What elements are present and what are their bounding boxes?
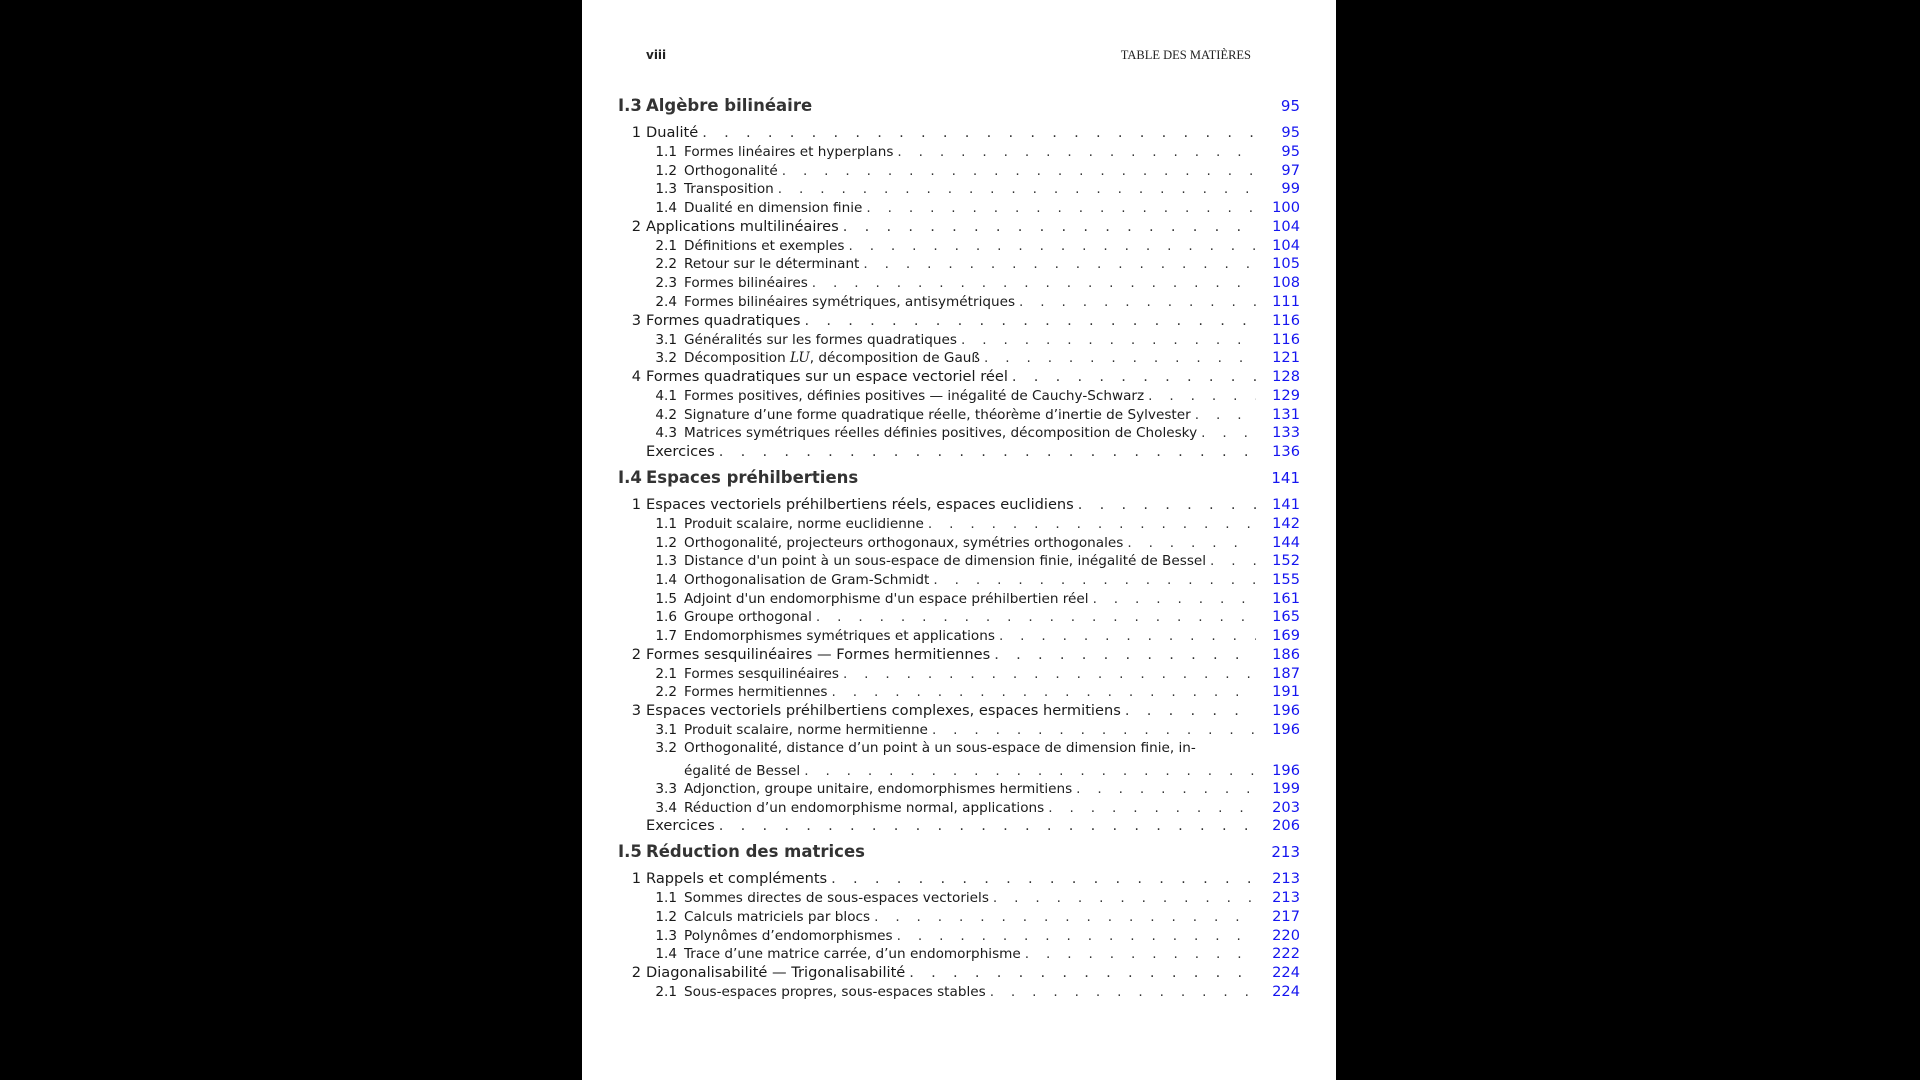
toc-subsection-entry[interactable]	[618, 683, 1300, 702]
toc-page-link[interactable]: 121	[1272, 349, 1300, 367]
dot-leader	[804, 763, 1256, 779]
dot-leader	[928, 516, 1256, 532]
toc-subsection-entry[interactable]	[618, 534, 1300, 553]
toc-entry-title[interactable]: Formes quadratiques	[646, 311, 801, 329]
toc-page-link[interactable]: 95	[1280, 97, 1300, 115]
toc-entry-title[interactable]: Adjoint d'un endomorphisme d'un espace préhilbertien réel	[684, 590, 1089, 607]
dot-leader	[812, 275, 1256, 291]
toc-entry-title[interactable]: égalité de Bessel	[684, 762, 801, 779]
toc-entry-title[interactable]: Produit scalaire, norme hermitienne	[684, 722, 928, 739]
toc-section-entry[interactable]	[618, 496, 1300, 515]
dot-leader	[719, 443, 1256, 460]
toc-subsection-entry[interactable]	[618, 143, 1300, 162]
toc-entry-title[interactable]: Formes positives, définies positives — inégalité de Cauchy-Schwarz	[684, 387, 1145, 404]
toc-subsection-entry[interactable]	[618, 927, 1300, 946]
toc-entry-number: 4	[631, 367, 641, 385]
toc-entry-number: I.5	[618, 842, 642, 862]
dot-leader	[816, 609, 1256, 625]
dot-leader	[933, 572, 1256, 588]
toc-entry-number: 3.2	[655, 350, 677, 367]
toc-entry-number: 1.5	[655, 590, 677, 607]
toc-page-link[interactable]: 105	[1272, 255, 1300, 273]
dot-leader	[832, 684, 1256, 700]
toc-subsection-entry[interactable]	[618, 237, 1300, 256]
toc-page-link[interactable]: 111	[1272, 292, 1300, 310]
document-page	[582, 0, 1336, 1080]
toc-page-link[interactable]: 213	[1272, 889, 1300, 907]
toc-section-entry[interactable]	[618, 964, 1300, 983]
toc-subsection-entry[interactable]	[618, 571, 1300, 590]
toc-page-link[interactable]: 224	[1272, 982, 1300, 1000]
toc-subsection-entry[interactable]	[618, 274, 1300, 293]
toc-subsection-entry[interactable]	[618, 552, 1300, 571]
toc-page-link[interactable]: 108	[1272, 274, 1300, 292]
toc-entry-title[interactable]: Orthogonalité, projecteurs orthogonaux, symétries orthogonales	[684, 534, 1124, 551]
toc-entry-number: 1	[631, 124, 641, 141]
toc-page-link[interactable]: 129	[1272, 386, 1300, 404]
dot-leader	[843, 666, 1256, 682]
toc-page-link[interactable]: 203	[1272, 798, 1300, 816]
toc-subsection-entry[interactable]	[618, 983, 1300, 1002]
toc-subsection-entry[interactable]	[618, 349, 1300, 368]
toc-subsection-entry[interactable]	[618, 889, 1300, 908]
toc-entry-number: 2	[631, 645, 641, 663]
toc-section-entry[interactable]	[618, 312, 1300, 331]
toc-entry-title[interactable]: Généralités sur les formes quadratiques	[684, 331, 957, 348]
toc-entry-number: 1.2	[655, 162, 677, 179]
toc-entry-number: I.4	[618, 467, 642, 487]
toc-subsection-entry[interactable]	[618, 627, 1300, 646]
toc-entry-number: 3.3	[655, 780, 677, 797]
toc-page-link[interactable]: 224	[1272, 963, 1300, 981]
toc-entry-number: 2.4	[655, 293, 677, 310]
toc-entry-title[interactable]: Réduction des matrices	[646, 842, 865, 862]
toc-subsection-entry[interactable]	[618, 199, 1300, 218]
toc-page-link[interactable]: 116	[1272, 330, 1300, 348]
toc-page-link[interactable]: 191	[1272, 683, 1300, 701]
toc-entry-number: 1.1	[655, 144, 677, 160]
toc-chapter-entry[interactable]	[618, 842, 1300, 870]
toc-entry-title[interactable]: Formes bilinéaires symétriques, antisymétriques	[684, 293, 1016, 310]
toc-subsection-entry[interactable]	[618, 515, 1300, 534]
dot-leader	[1012, 368, 1256, 385]
toc-entry-number: 1.4	[655, 200, 677, 217]
toc-entry-number: 1.2	[655, 534, 677, 551]
toc-entry-title[interactable]: Formes sesquilinéaires	[684, 665, 839, 682]
toc-page-link[interactable]: 116	[1272, 311, 1300, 329]
toc-entry-number: 3.1	[655, 331, 677, 348]
toc-page-link[interactable]: 95	[1281, 143, 1300, 160]
toc-page-link[interactable]: 136	[1272, 442, 1300, 460]
dot-leader	[1125, 702, 1256, 719]
dot-leader	[1078, 496, 1256, 513]
dot-leader	[843, 218, 1256, 235]
toc-page-link[interactable]: 100	[1272, 199, 1300, 217]
dot-leader	[805, 312, 1256, 329]
dot-leader	[932, 722, 1256, 738]
dot-leader	[863, 256, 1256, 272]
toc-subsection-entry[interactable]	[618, 665, 1300, 684]
toc-page-link[interactable]: 95	[1281, 124, 1300, 141]
toc-entry-title[interactable]: Formes quadratiques sur un espace vectoriel réel	[646, 367, 1008, 385]
toc-entry-number: 1.1	[655, 890, 677, 907]
dot-leader	[831, 870, 1256, 887]
toc-entry-number: 1.7	[655, 628, 677, 645]
toc-entry-number: 3.1	[655, 722, 677, 739]
dot-leader	[702, 124, 1256, 141]
toc-entry-title[interactable]: Produit scalaire, norme euclidienne	[684, 515, 924, 532]
toc-entry-number: 3.4	[655, 799, 677, 816]
toc-entry-title[interactable]: Trace d’une matrice carrée, d’un endomorphisme	[684, 946, 1021, 963]
toc-page-link[interactable]: 222	[1272, 945, 1300, 963]
toc-page-link[interactable]: 169	[1272, 627, 1300, 645]
toc-entry-title[interactable]: Espaces vectoriels préhilbertiens réels, espaces euclidiens	[646, 495, 1074, 513]
toc-page-link[interactable]: 196	[1272, 721, 1300, 739]
toc-page-link[interactable]: 217	[1272, 907, 1300, 925]
toc-page-link[interactable]: 99	[1281, 180, 1300, 198]
toc-entry-title[interactable]: Retour sur le déterminant	[684, 256, 860, 273]
toc-subsection-entry[interactable]	[618, 180, 1300, 199]
toc-subsection-entry[interactable]	[618, 780, 1300, 799]
toc-section-entry[interactable]	[618, 218, 1300, 237]
toc-entry-number: 4.1	[655, 387, 677, 404]
dot-leader	[909, 964, 1256, 981]
toc-entry-title[interactable]: Réduction d’un endomorphisme normal, applications	[684, 799, 1045, 816]
running-title: TABLE DES MATIÈRES	[1120, 48, 1251, 62]
dot-leader	[1210, 553, 1256, 569]
toc-entry-title[interactable]: Formes linéaires et hyperplans	[684, 144, 894, 160]
toc-entry-title[interactable]: Rappels et compléments	[646, 870, 828, 888]
toc-entry-title[interactable]: Signature d’une forme quadratique réelle, théorème d’inertie de Sylvester	[684, 406, 1191, 423]
toc-section-entry[interactable]	[618, 646, 1300, 665]
dot-leader	[782, 163, 1256, 179]
dot-leader	[848, 238, 1256, 254]
toc-entry-number: I.3	[618, 96, 642, 115]
toc-entry-number: 2	[631, 217, 641, 235]
toc-entry-title[interactable]: Transposition	[684, 181, 774, 198]
toc-entry-title[interactable]: Sous-espaces propres, sous-espaces stables	[684, 983, 986, 1000]
toc-entry-title[interactable]: Groupe orthogonal	[684, 609, 812, 626]
toc-entry-title[interactable]: Formes sesquilinéaires — Formes hermitiennes	[646, 645, 991, 663]
toc-entry-number: 1.4	[655, 572, 677, 588]
table-of-contents	[618, 96, 1300, 1002]
toc-entry-title[interactable]: Calculs matriciels par blocs	[684, 908, 871, 925]
dot-leader	[1195, 407, 1256, 423]
toc-entry-title[interactable]: Orthogonalité	[684, 162, 778, 179]
toc-entry-number: 2.1	[655, 237, 677, 254]
toc-chapter-entry[interactable]	[618, 468, 1300, 496]
toc-entry-number: 1.6	[655, 609, 677, 626]
toc-section-entry[interactable]	[618, 368, 1300, 387]
toc-entry-title[interactable]: Adjonction, groupe unitaire, endomorphismes hermitiens	[684, 780, 1073, 797]
dot-leader	[897, 928, 1256, 944]
dot-leader	[897, 144, 1256, 160]
dot-leader	[1201, 425, 1256, 441]
toc-page-link[interactable]: 155	[1272, 571, 1300, 588]
toc-entry-title[interactable]: Applications multilinéaires	[646, 217, 839, 235]
toc-subsection-entry[interactable]	[618, 908, 1300, 927]
toc-entry-title[interactable]: Espaces vectoriels préhilbertiens complexes, espaces hermitiens	[646, 702, 1121, 720]
toc-subsection-entry[interactable]	[618, 162, 1300, 181]
toc-entry-title[interactable]: Endomorphismes symétriques et applications	[684, 628, 995, 645]
toc-section-entry[interactable]	[618, 870, 1300, 889]
toc-entry-title[interactable]: Dualité	[646, 124, 699, 141]
toc-subsection-entry[interactable]	[618, 590, 1300, 609]
toc-page-link[interactable]: 142	[1272, 514, 1300, 532]
toc-entry-title[interactable]: Définitions et exemples	[684, 237, 845, 254]
toc-page-link[interactable]: 199	[1272, 779, 1300, 797]
toc-entry-number: 3.2	[655, 739, 677, 756]
toc-entry-title[interactable]: Distance d'un point à un sous-espace de dimension finie, inégalité de Bessel	[684, 553, 1207, 570]
toc-page-link[interactable]: 220	[1272, 926, 1300, 944]
toc-entry-title[interactable]: Diagonalisabilité — Trigonalisabilité	[646, 963, 906, 981]
toc-section-entry[interactable]	[618, 702, 1300, 721]
dot-leader	[1019, 294, 1256, 310]
toc-page-link[interactable]: 152	[1272, 552, 1300, 570]
toc-entry-number: 2.2	[655, 256, 677, 273]
toc-entry-title[interactable]: Espaces préhilbertiens	[646, 467, 859, 487]
toc-subsection-entry[interactable]	[618, 721, 1300, 740]
toc-exercices-entry[interactable]	[618, 817, 1300, 836]
page-number: viii	[646, 48, 667, 62]
toc-page-link[interactable]: 141	[1271, 468, 1300, 487]
toc-wrap-cont-entry[interactable]	[618, 762, 1300, 780]
toc-entry-number: 1.2	[655, 908, 677, 925]
dot-leader	[994, 646, 1256, 663]
toc-entry-title[interactable]: Dualité en dimension finie	[684, 200, 863, 217]
toc-entry-title[interactable]: Exercices	[646, 442, 715, 460]
toc-entry-title[interactable]: Orthogonalisation de Gram-Schmidt	[684, 572, 930, 588]
toc-entry-title[interactable]: Sommes directes de sous-espaces vectoriels	[684, 890, 989, 907]
toc-subsection-entry[interactable]	[618, 406, 1300, 425]
math-lu: LU	[790, 350, 810, 367]
toc-subsection-entry[interactable]	[618, 293, 1300, 312]
toc-entry-title[interactable]: Orthogonalité, distance d’un point à un sous-espace de dimension finie, in-	[684, 739, 1196, 756]
toc-subsection-entry[interactable]	[618, 255, 1300, 274]
toc-entry-number: 2	[631, 963, 641, 981]
dot-leader	[1076, 781, 1256, 797]
toc-subsection-entry[interactable]	[618, 799, 1300, 818]
dot-leader	[866, 200, 1256, 216]
toc-page-link[interactable]: 186	[1272, 645, 1300, 663]
dot-leader	[1025, 946, 1256, 962]
toc-entry-number: 1.3	[655, 927, 677, 944]
dot-leader	[719, 817, 1256, 834]
toc-entry-number: 1.3	[655, 553, 677, 570]
toc-entry-title[interactable]: Polynômes d’endomorphismes	[684, 927, 893, 944]
toc-entry-title[interactable]: Algèbre bilinéaire	[646, 96, 813, 115]
toc-page-link[interactable]: 206	[1272, 817, 1300, 835]
toc-entry-number: 1.3	[655, 181, 677, 198]
toc-entry-title[interactable]: Matrices symétriques réelles définies positives, décomposition de Cholesky	[684, 425, 1198, 442]
toc-page-link[interactable]: 141	[1272, 495, 1300, 513]
toc-chapter-entry[interactable]	[618, 96, 1300, 124]
running-header	[646, 48, 1251, 64]
toc-exercices-entry[interactable]	[618, 443, 1300, 462]
dot-leader	[993, 890, 1256, 906]
toc-entry-number: 4.2	[655, 406, 677, 423]
toc-entry-number: 2.2	[655, 684, 677, 701]
toc-entry-number: 1.4	[655, 946, 677, 963]
toc-page-link[interactable]: 104	[1272, 236, 1300, 254]
dot-leader	[874, 909, 1256, 925]
toc-page-link[interactable]: 196	[1272, 702, 1300, 720]
toc-subsection-entry[interactable]	[618, 387, 1300, 406]
toc-entry-title[interactable]: Formes bilinéaires	[684, 275, 808, 292]
dot-leader	[999, 628, 1256, 644]
toc-page-link[interactable]: 104	[1272, 217, 1300, 235]
toc-entry-number: 2.1	[655, 665, 677, 682]
toc-page-link[interactable]: 213	[1272, 870, 1300, 888]
dot-leader	[1093, 591, 1256, 607]
dot-leader	[990, 984, 1256, 1000]
toc-page-link[interactable]: 144	[1272, 533, 1300, 551]
toc-entry-number: 1	[631, 495, 641, 513]
toc-subsection-entry[interactable]	[618, 608, 1300, 627]
toc-entry-title[interactable]: Formes hermitiennes	[684, 684, 828, 701]
toc-subsection-entry[interactable]	[618, 945, 1300, 964]
toc-page-link[interactable]: 161	[1272, 589, 1300, 607]
toc-page-link[interactable]: 196	[1272, 761, 1300, 779]
dot-leader	[1148, 388, 1256, 404]
toc-entry-title[interactable]: Décomposition LU, décomposition de Gauß	[684, 350, 980, 367]
toc-entry-number: 2.3	[655, 275, 677, 292]
toc-page-link[interactable]: 213	[1271, 843, 1300, 862]
toc-entry-number: 1	[631, 870, 641, 888]
toc-page-link[interactable]: 165	[1272, 608, 1300, 626]
toc-entry-title[interactable]: Exercices	[646, 817, 715, 835]
toc-entry-number: 3	[631, 311, 641, 329]
toc-page-link[interactable]: 187	[1272, 664, 1300, 682]
toc-wrap-first-entry[interactable]	[618, 740, 1300, 762]
toc-entry-number: 3	[631, 702, 641, 720]
toc-page-link[interactable]: 97	[1281, 161, 1300, 179]
toc-page-link[interactable]: 133	[1272, 424, 1300, 442]
toc-subsection-entry[interactable]	[618, 424, 1300, 443]
dot-leader	[984, 350, 1256, 366]
dot-leader	[1127, 535, 1256, 551]
toc-subsection-entry[interactable]	[618, 331, 1300, 350]
dot-leader	[961, 332, 1256, 348]
toc-page-link[interactable]: 131	[1272, 405, 1300, 423]
toc-page-link[interactable]: 128	[1272, 367, 1300, 385]
toc-entry-number: 1.1	[655, 515, 677, 532]
dot-leader	[778, 181, 1256, 197]
toc-section-entry[interactable]	[618, 124, 1300, 143]
toc-entry-number: 2.1	[655, 983, 677, 1000]
toc-entry-number: 4.3	[655, 425, 677, 442]
dot-leader	[1048, 800, 1256, 816]
